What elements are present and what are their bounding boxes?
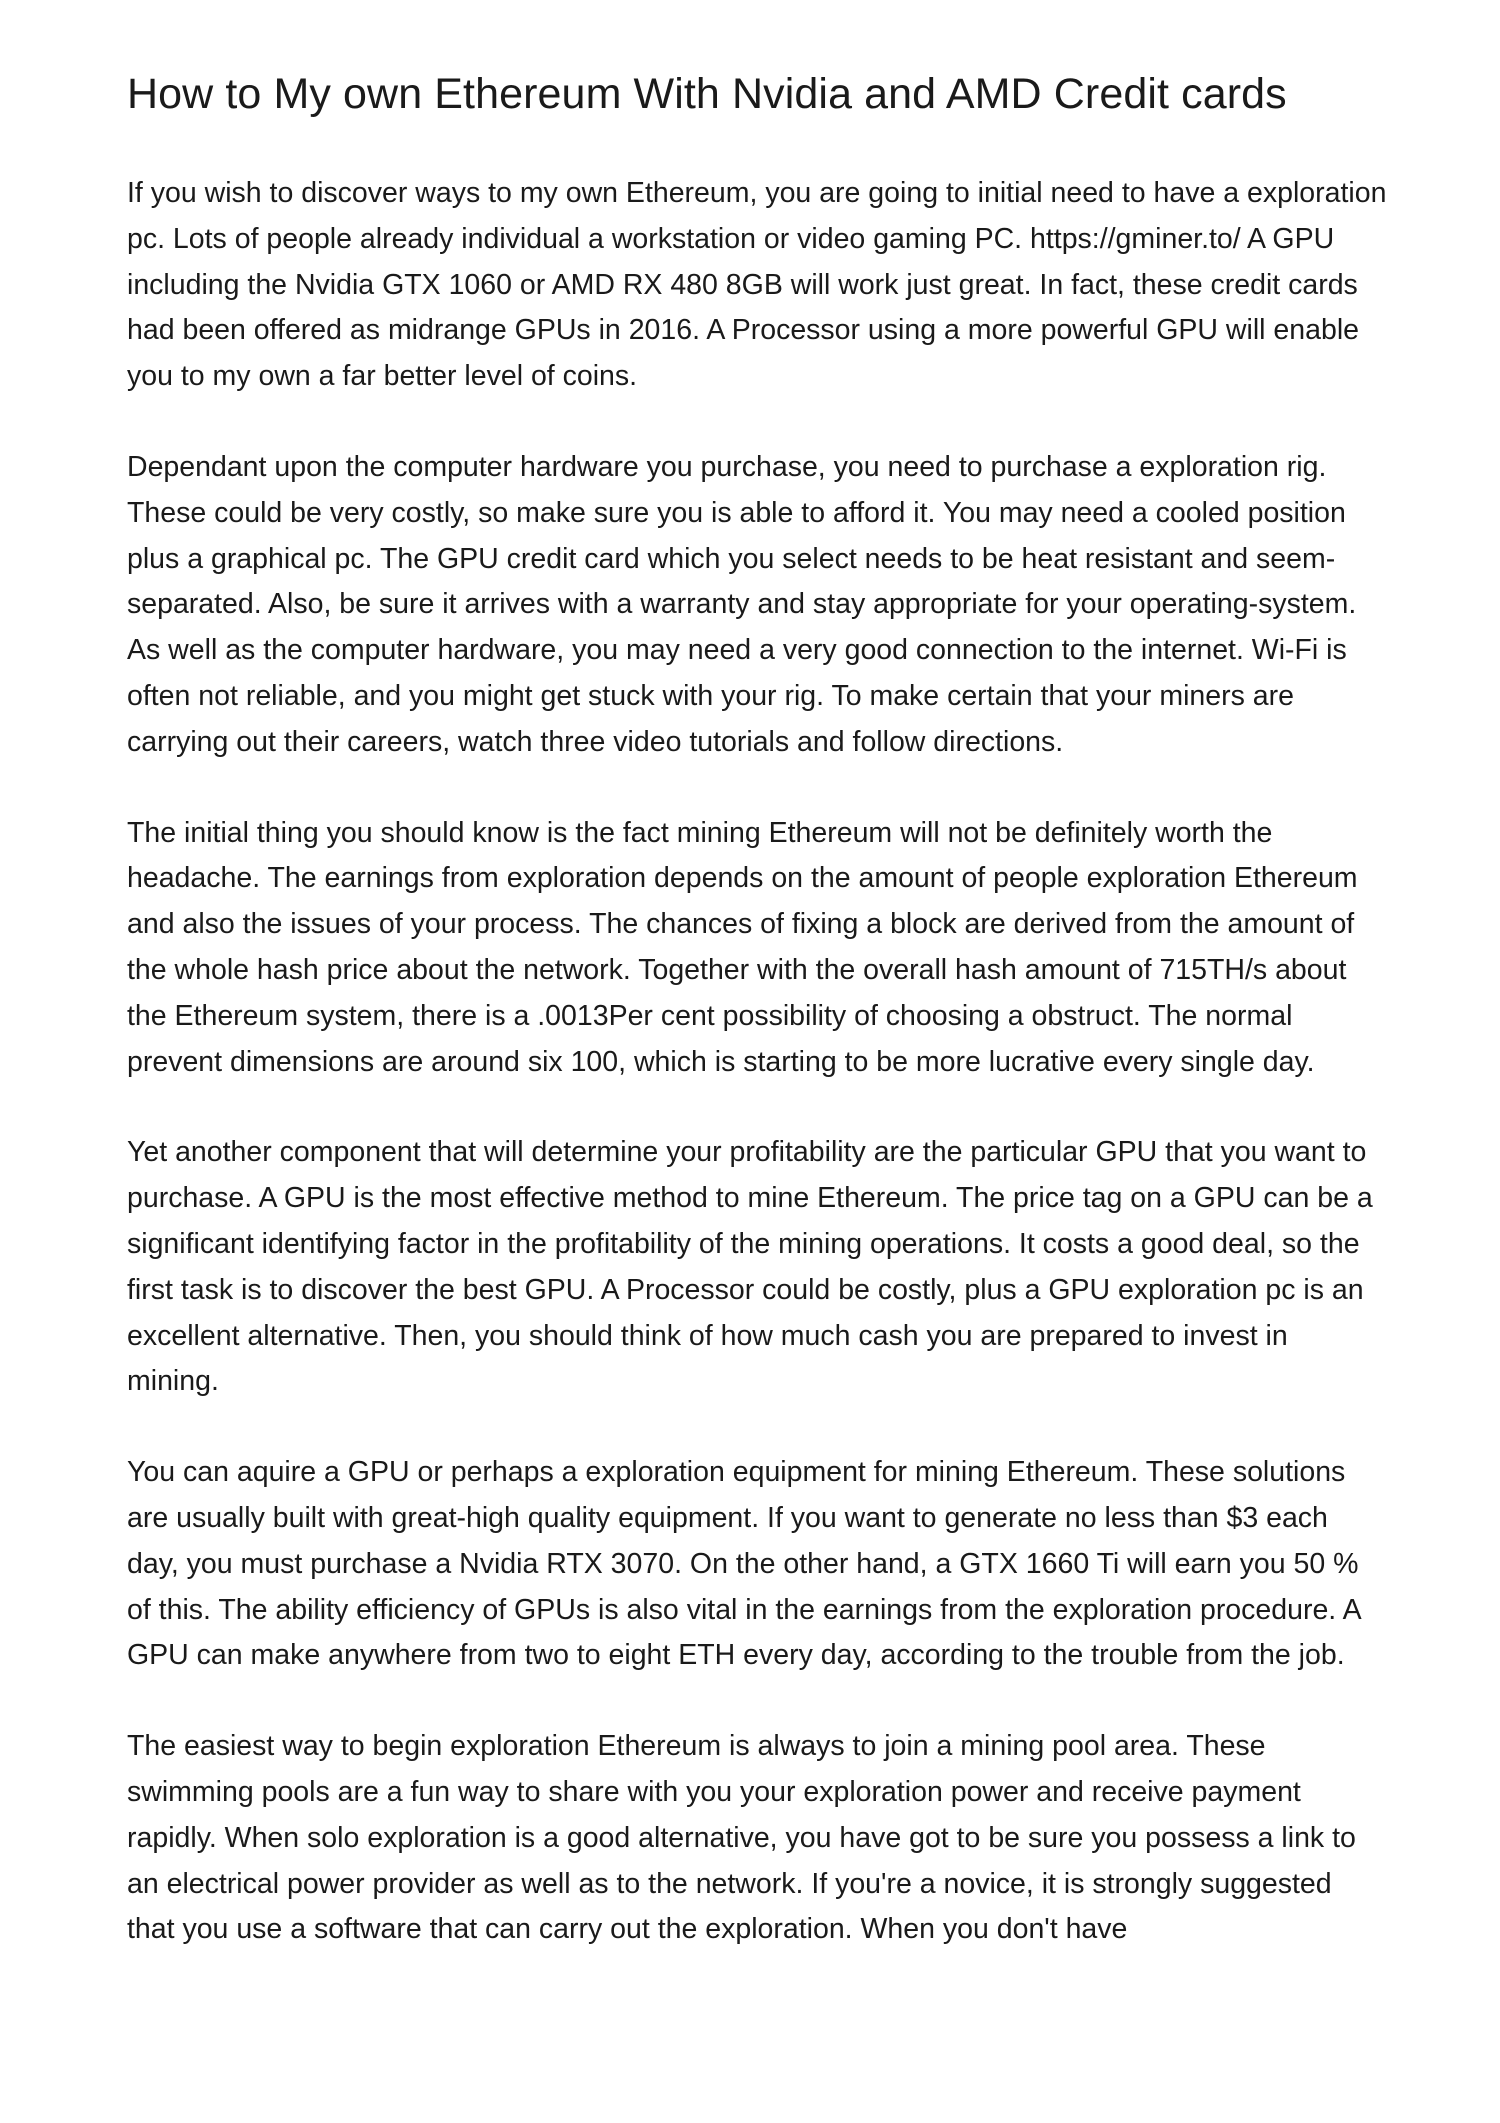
- document-title: How to My own Ethereum With Nvidia and AMD Credit cards: [127, 70, 1287, 118]
- paragraph-1: If you wish to discover ways to my own Ethereum, you are going to initial need to have a exploration pc. Lots of people already individual a workstation or video gaming PC. https://gminer.to/ A GPU including the Nvidia GTX 1060 or AMD RX 480 8GB will work just great. In fact, these credit cards had been offered as midrange GPUs in 2016. A Processor using a more powerful GPU will enable you to my own a far better level of coins.: [127, 177, 1387, 393]
- document-page: [127, 62, 1387, 1998]
- paragraph-4: Yet another component that will determine your profitability are the particular GPU that you want to purchase. A GPU is the most effective method to mine Ethereum. The price tag on a GPU can be a significant identifying factor in the profitability of the mining operations. It costs a good deal, so the first task is to discover the best GPU. A Processor could be costly, plus a GPU exploration pc is an excellent alternative. Then, you should think of how much cash you are prepared to invest in mining.: [127, 1136, 1373, 1398]
- paragraph-2: Dependant upon the computer hardware you purchase, you need to purchase a exploration rig. These could be very costly, so make sure you is able to afford it. You may need a cooled position plus a graphical pc. The GPU credit card which you select needs to be heat resistant and seem-separated. Also, be sure it arrives with a warranty and stay appropriate for your operating-system. As well as the computer hardware, you may need a very good connection to the internet. Wi-Fi is often not reliable, and you might get stuck with your rig. To make certain that your miners are carrying out their careers, watch three video tutorials and follow directions.: [127, 450, 1357, 758]
- paragraph-6: The easiest way to begin exploration Ethereum is always to join a mining pool area. These swimming pools are a fun way to share with you your exploration power and receive payment rapidly. When solo exploration is a good alternative, you have got to be sure you possess a link to an electrical power provider as well as to the network. If you're a novice, it is strongly suggested that you use a software that can carry out the exploration. When you don't have: [127, 1730, 1356, 1946]
- paragraph-3: The initial thing you should know is the fact mining Ethereum will not be definitely worth the headache. The earnings from exploration depends on the amount of people exploration Ethereum and also the issues of your process. The chances of fixing a block are derived from the amount of the whole hash price about the network. Together with the overall hash amount of 715TH/s about the Ethereum system, there is a .0013Per cent possibility of choosing a obstruct. The normal prevent dimensions are around six 100, which is starting to be more lucrative every single day.: [127, 816, 1358, 1078]
- paragraph-5: You can aquire a GPU or perhaps a exploration equipment for mining Ethereum. These solutions are usually built with great-high quality equipment. If you want to generate no less than $3 each day, you must purchase a Nvidia RTX 3070. On the other hand, a GTX 1660 Ti will earn you 50 % of this. The ability efficiency of GPUs is also vital in the earnings from the exploration procedure. A GPU can make anywhere from two to eight ETH every day, according to the trouble from the job.: [127, 1456, 1361, 1672]
